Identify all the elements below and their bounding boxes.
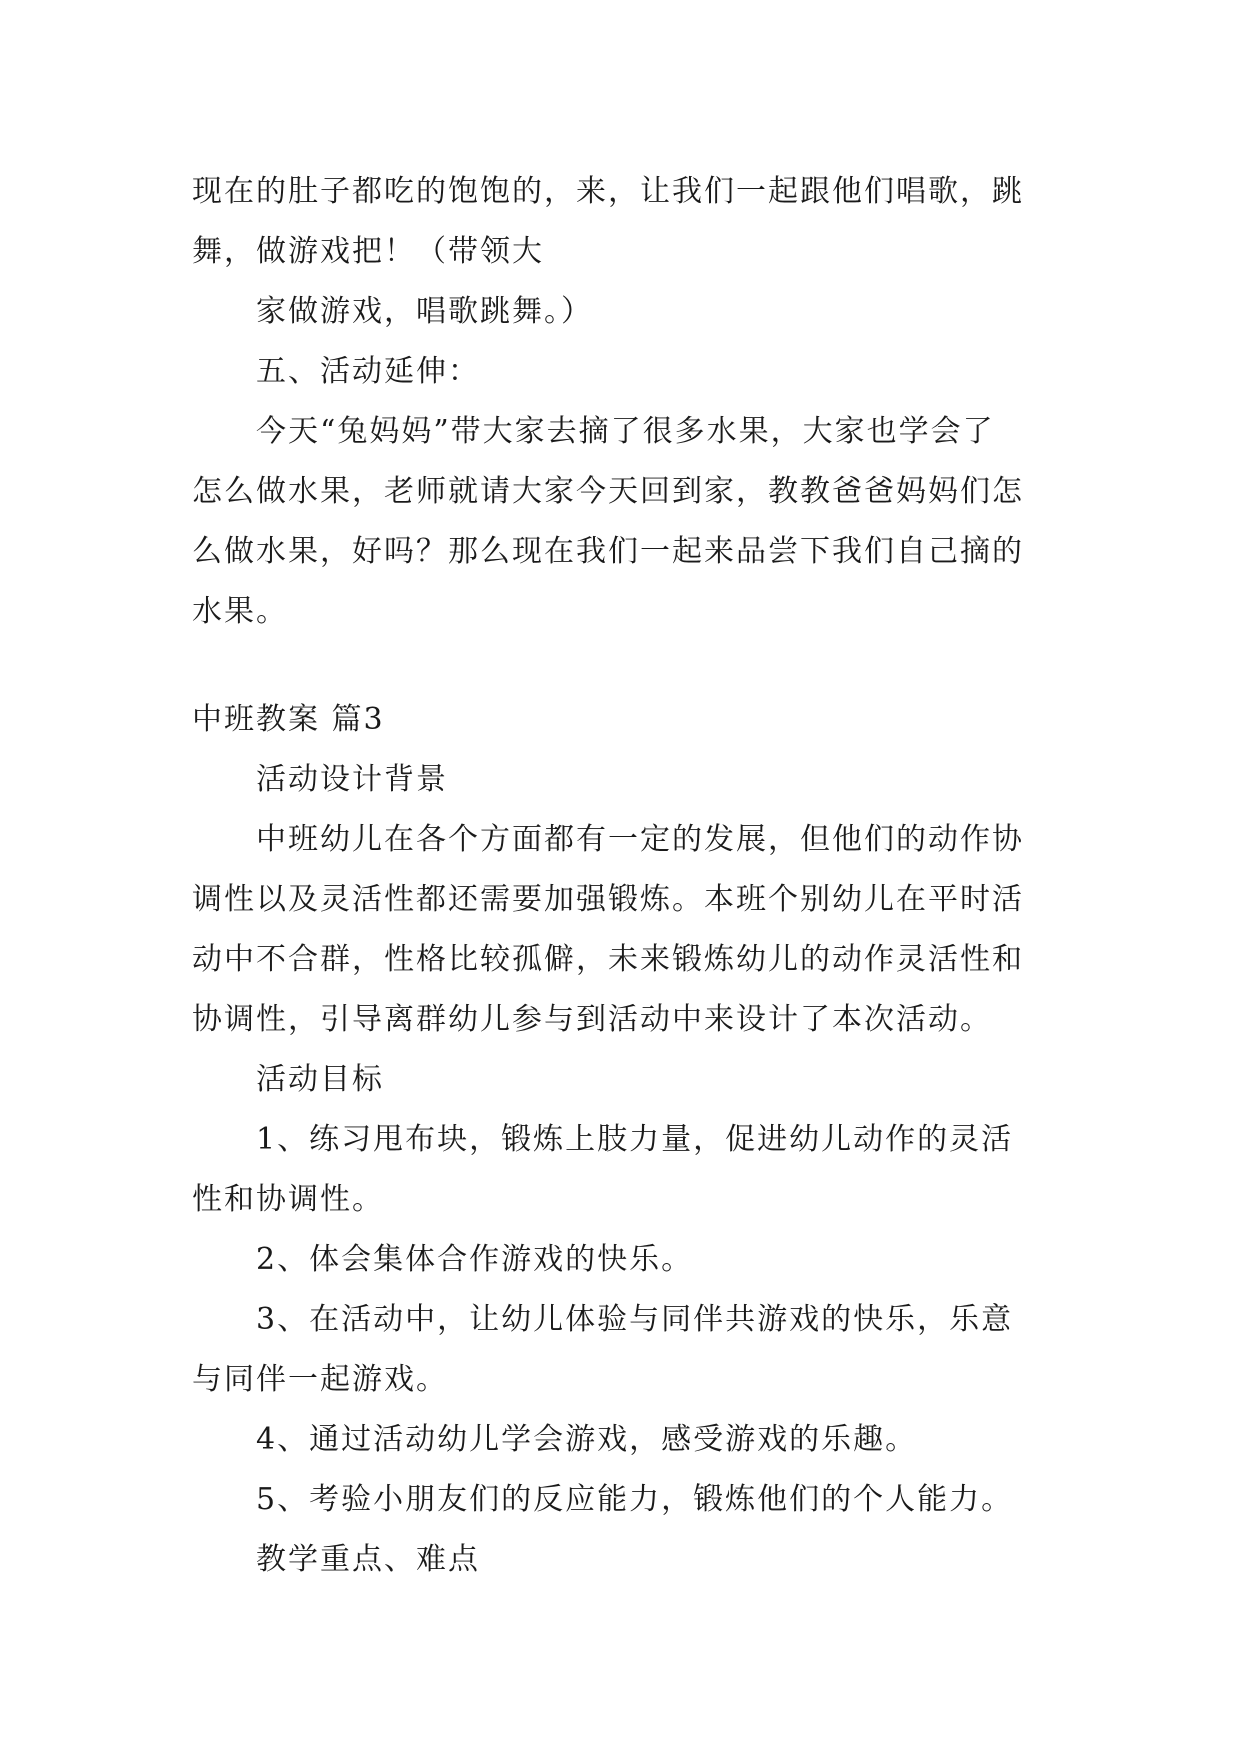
goal-item bbox=[192, 1110, 1052, 1230]
text-line: 怎么做水果，老师就请大家今天回到家，教教爸爸妈妈们怎 bbox=[192, 474, 1024, 509]
text-line: 么做水果，好吗？那么现在我们一起来品尝下我们自己摘的 bbox=[192, 534, 1024, 569]
text-line: 3、在活动中，让幼儿体验与同伴共游戏的快乐，乐意 bbox=[256, 1302, 1014, 1337]
text-line: 与同伴一起游戏。 bbox=[192, 1362, 448, 1397]
paragraph bbox=[192, 402, 1052, 642]
section-title: 中班教案 篇3 bbox=[192, 702, 385, 737]
heading-key-points: 教学重点、难点 bbox=[256, 1542, 480, 1577]
text-line: 2、体会集体合作游戏的快乐。 bbox=[256, 1242, 694, 1277]
text-line: 家做游戏，唱歌跳舞。） bbox=[256, 294, 593, 329]
paragraph bbox=[192, 282, 1052, 342]
text-line: 动中不合群，性格比较孤僻，未来锻炼幼儿的动作灵活性和 bbox=[192, 942, 1024, 977]
text-line: 现在的肚子都吃的饱饱的，来，让我们一起跟他们唱歌，跳 bbox=[192, 174, 1024, 209]
paragraph bbox=[192, 810, 1052, 1050]
heading-background: 活动设计背景 bbox=[256, 762, 448, 797]
heading-goals: 活动目标 bbox=[256, 1062, 384, 1097]
goal-item bbox=[192, 1470, 1052, 1530]
text-line: 今天“兔妈妈”带大家去摘了很多水果，大家也学会了 bbox=[256, 414, 995, 449]
spacer bbox=[192, 642, 1052, 690]
text-line: 中班幼儿在各个方面都有一定的发展，但他们的动作协 bbox=[256, 822, 1024, 857]
text-line: 水果。 bbox=[192, 594, 288, 629]
text-line: 性和协调性。 bbox=[192, 1182, 384, 1217]
text-line: 5、考验小朋友们的反应能力，锻炼他们的个人能力。 bbox=[256, 1482, 1014, 1517]
text-line: 1、练习甩布块，锻炼上肢力量，促进幼儿动作的灵活 bbox=[256, 1122, 1014, 1157]
goal-item bbox=[192, 1230, 1052, 1290]
paragraph bbox=[192, 162, 1052, 282]
text-line: 调性以及灵活性都还需要加强锻炼。本班个别幼儿在平时活 bbox=[192, 882, 1024, 917]
goal-item bbox=[192, 1410, 1052, 1470]
text-line: 4、通过活动幼儿学会游戏，感受游戏的乐趣。 bbox=[256, 1422, 918, 1457]
text-line: 协调性，引导离群幼儿参与到活动中来设计了本次活动。 bbox=[192, 1002, 992, 1037]
document-body bbox=[192, 162, 1052, 1590]
goal-item bbox=[192, 1290, 1052, 1410]
text-line: 舞，做游戏把！（带领大 bbox=[192, 234, 544, 269]
section-heading-extension: 五、活动延伸： bbox=[256, 354, 480, 389]
